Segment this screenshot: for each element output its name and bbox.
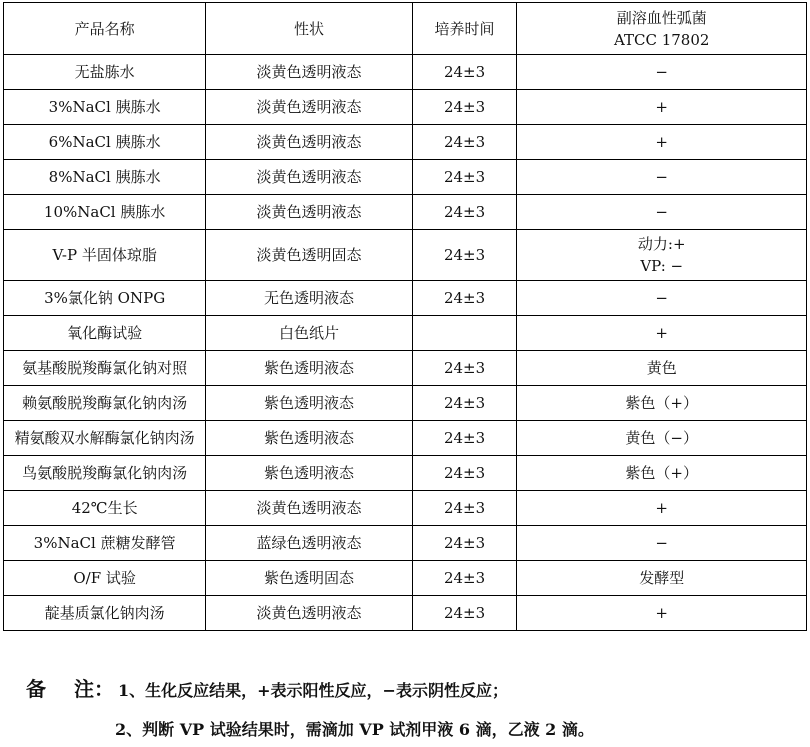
cell-state: 淡黄色透明液态: [206, 125, 412, 160]
notes-label-char-1: 备: [26, 677, 46, 701]
cell-result: +: [517, 316, 807, 351]
cell-culture-time: 24±3: [412, 526, 517, 561]
cell-state: 淡黄色透明液态: [206, 596, 412, 631]
cell-result-vp: VP: −: [640, 257, 684, 275]
notes-label: [26, 677, 114, 701]
table-row: [4, 491, 807, 526]
cell-product-name: 3%NaCl 胰胨水: [4, 90, 206, 125]
table-row: [4, 351, 807, 386]
cell-result: 发酵型: [517, 561, 807, 596]
cell-result: −: [517, 55, 807, 90]
note-text-1: 1、生化反应结果，+表示阳性反应，−表示阴性反应；: [118, 681, 508, 700]
cell-product-name: 42℃生长: [4, 491, 206, 526]
cell-result: +: [517, 491, 807, 526]
cell-product-name: 氧化酶试验: [4, 316, 206, 351]
table-row: [4, 386, 807, 421]
cell-result: 紫色（+）: [517, 386, 807, 421]
note-line-2: 2、判断 VP 试验结果时，需滴加 VP 试剂甲液 6 滴，乙液 2 滴。: [115, 720, 594, 739]
cell-product-name: 鸟氨酸脱羧酶氯化钠肉汤: [4, 456, 206, 491]
cell-state: 淡黄色透明液态: [206, 90, 412, 125]
table-row: [4, 316, 807, 351]
cell-result: +: [517, 125, 807, 160]
cell-state: 紫色透明液态: [206, 386, 412, 421]
cell-result: −: [517, 281, 807, 316]
table-row: [4, 561, 807, 596]
cell-product-name: V-P 半固体琼脂: [4, 230, 206, 281]
notes-label-char-2: 注：: [74, 677, 114, 701]
cell-result: −: [517, 160, 807, 195]
cell-result: 黄色: [517, 351, 807, 386]
cell-result: +: [517, 90, 807, 125]
cell-culture-time: 24±3: [412, 55, 517, 90]
cell-culture-time: 24±3: [412, 421, 517, 456]
cell-result: −: [517, 195, 807, 230]
cell-result: 黄色（−）: [517, 421, 807, 456]
cell-product-name: O/F 试验: [4, 561, 206, 596]
cell-product-name: 氨基酸脱羧酶氯化钠对照: [4, 351, 206, 386]
cell-state: 紫色透明固态: [206, 561, 412, 596]
cell-culture-time: 24±3: [412, 351, 517, 386]
table-row: [4, 526, 807, 561]
cell-culture-time: 24±3: [412, 90, 517, 125]
cell-culture-time: 24±3: [412, 125, 517, 160]
cell-culture-time: 24±3: [412, 281, 517, 316]
cell-state: 蓝绿色透明液态: [206, 526, 412, 561]
cell-product-name: 6%NaCl 胰胨水: [4, 125, 206, 160]
cell-result: [517, 230, 807, 281]
cell-product-name: 靛基质氯化钠肉汤: [4, 596, 206, 631]
table-row: [4, 281, 807, 316]
cell-state: 淡黄色透明固态: [206, 230, 412, 281]
header-strain-name: 副溶血性弧菌: [616, 8, 707, 27]
table-row: [4, 596, 807, 631]
cell-culture-time: 24±3: [412, 386, 517, 421]
table-row: [4, 195, 807, 230]
cell-product-name: 无盐胨水: [4, 55, 206, 90]
table-row: [4, 125, 807, 160]
cell-culture-time: 24±3: [412, 596, 517, 631]
table-row: [4, 456, 807, 491]
cell-state: 淡黄色透明液态: [206, 491, 412, 526]
cell-state: 淡黄色透明液态: [206, 195, 412, 230]
table-row: [4, 421, 807, 456]
table-row: [4, 55, 807, 90]
cell-culture-time: 24±3: [412, 160, 517, 195]
header-row: [4, 3, 807, 55]
cell-state: 无色透明液态: [206, 281, 412, 316]
cell-culture-time: 24±3: [412, 230, 517, 281]
cell-product-name: 3%NaCl 蔗糖发酵管: [4, 526, 206, 561]
cell-product-name: 精氨酸双水解酶氯化钠肉汤: [4, 421, 206, 456]
header-strain-atcc: ATCC 17802: [613, 30, 710, 49]
cell-product-name: 3%氯化钠 ONPG: [4, 281, 206, 316]
cell-state: 淡黄色透明液态: [206, 160, 412, 195]
cell-result-motility: 动力:+: [637, 235, 686, 253]
header-state: 性状: [206, 3, 412, 55]
note-line-1: [26, 673, 508, 702]
cell-culture-time: 24±3: [412, 561, 517, 596]
cell-culture-time: 24±3: [412, 491, 517, 526]
cell-state: 紫色透明液态: [206, 456, 412, 491]
cell-result: 紫色（+）: [517, 456, 807, 491]
cell-result: −: [517, 526, 807, 561]
cell-product-name: 10%NaCl 胰胨水: [4, 195, 206, 230]
header-culture-time: 培养时间: [412, 3, 517, 55]
header-strain: [517, 3, 807, 55]
cell-product-name: 赖氨酸脱羧酶氯化钠肉汤: [4, 386, 206, 421]
cell-state: 白色纸片: [206, 316, 412, 351]
cell-culture-time: 24±3: [412, 456, 517, 491]
table-row: [4, 90, 807, 125]
header-product-name: 产品名称: [4, 3, 206, 55]
cell-result: +: [517, 596, 807, 631]
cell-state: 淡黄色透明液态: [206, 55, 412, 90]
cell-state: 紫色透明液态: [206, 351, 412, 386]
cell-state: 紫色透明液态: [206, 421, 412, 456]
cell-culture-time: 24±3: [412, 195, 517, 230]
table-row: [4, 230, 807, 281]
cell-culture-time: [412, 316, 517, 351]
table-row: [4, 160, 807, 195]
results-table: [3, 2, 807, 631]
cell-product-name: 8%NaCl 胰胨水: [4, 160, 206, 195]
